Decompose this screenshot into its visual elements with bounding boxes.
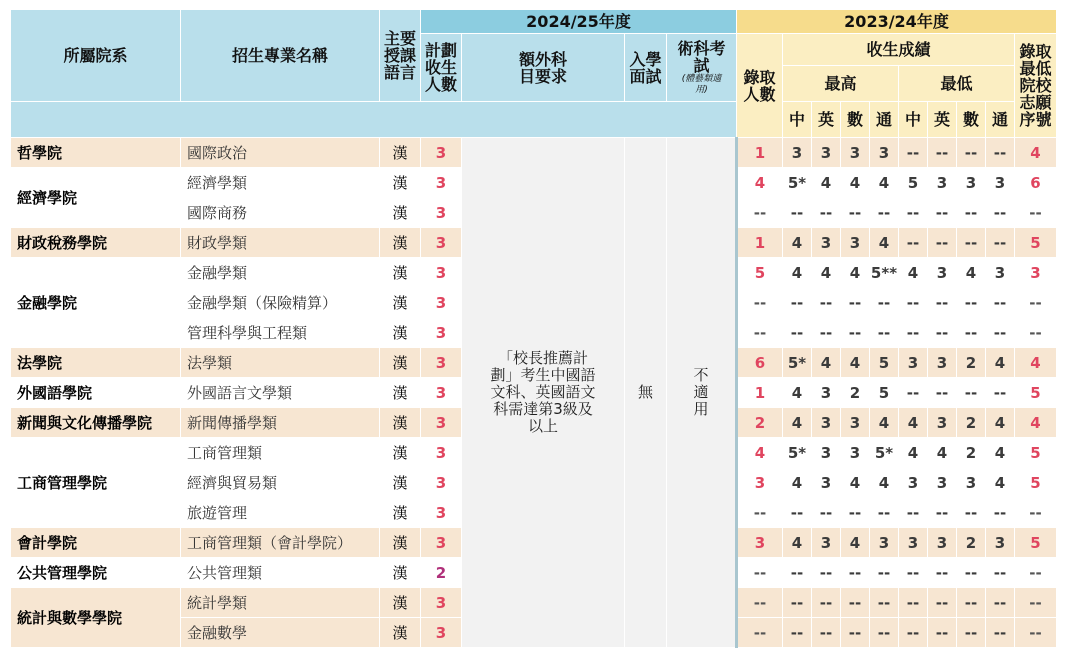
- program-cell: 工商管理類（會計學院）: [181, 528, 380, 558]
- score-low-cell: --: [986, 558, 1015, 588]
- score-low-cell: --: [899, 288, 928, 318]
- score-high-cell: --: [841, 318, 870, 348]
- score-high-cell: 4: [812, 348, 841, 378]
- score-low-cell: 4: [986, 438, 1015, 468]
- program-cell: 國際政治: [181, 138, 380, 168]
- score-low-cell: --: [928, 318, 957, 348]
- score-high-cell: 3: [812, 228, 841, 258]
- score-high-cell: 4: [783, 468, 812, 498]
- plan-cell: 3: [421, 138, 462, 168]
- score-high-cell: --: [841, 288, 870, 318]
- score-low-cell: --: [986, 198, 1015, 228]
- score-high-cell: --: [783, 288, 812, 318]
- score-low-cell: --: [986, 588, 1015, 618]
- plan-cell: 3: [421, 378, 462, 408]
- score-high-cell: 4: [783, 528, 812, 558]
- lang-cell: 漢: [380, 378, 421, 408]
- dept-cell: 金融學院: [11, 258, 181, 348]
- score-high-cell: --: [812, 288, 841, 318]
- admitted-cell: 4: [737, 438, 783, 468]
- score-low-cell: --: [928, 558, 957, 588]
- score-low-cell: --: [928, 378, 957, 408]
- plan-cell: 3: [421, 528, 462, 558]
- dept-cell: 新聞與文化傳播學院: [11, 408, 181, 438]
- min-rank-cell: 4: [1015, 348, 1057, 378]
- col-lang-header: 主要授課語言: [380, 10, 421, 102]
- col-interview-header: 入學面試: [625, 34, 667, 102]
- score-low-cell: --: [957, 138, 986, 168]
- score-low-cell: --: [957, 228, 986, 258]
- score-high-cell: --: [870, 618, 899, 648]
- score-low-cell: --: [986, 378, 1015, 408]
- score-low-cell: 3: [899, 348, 928, 378]
- program-cell: 旅遊管理: [181, 498, 380, 528]
- score-low-cell: --: [957, 558, 986, 588]
- score-low-cell: 3: [928, 348, 957, 378]
- score-low-cell: --: [928, 198, 957, 228]
- col-dept-header: 所屬院系: [11, 10, 181, 102]
- score-high-cell: 4: [841, 168, 870, 198]
- min-rank-cell: 6: [1015, 168, 1057, 198]
- score-low-cell: --: [899, 318, 928, 348]
- min-rank-cell: --: [1015, 288, 1057, 318]
- admitted-cell: --: [737, 318, 783, 348]
- col-min-rank-header: 錄取最低院校志願序號: [1015, 34, 1057, 138]
- score-low-cell: 3: [928, 468, 957, 498]
- lang-cell: 漢: [380, 468, 421, 498]
- score-low-cell: 3: [928, 168, 957, 198]
- lang-cell: 漢: [380, 168, 421, 198]
- score-low-cell: 3: [928, 408, 957, 438]
- score-low-cell: --: [899, 228, 928, 258]
- min-rank-cell: 5: [1015, 228, 1057, 258]
- scores-header: 收生成績: [783, 34, 1015, 66]
- score-high-cell: 4: [783, 258, 812, 288]
- score-high-cell: 4: [812, 258, 841, 288]
- score-low-cell: 3: [986, 168, 1015, 198]
- score-low-cell: 4: [899, 438, 928, 468]
- score-high-cell: --: [870, 588, 899, 618]
- score-high-cell: 3: [783, 138, 812, 168]
- hi-zh-header: 中: [783, 102, 812, 138]
- plan-cell: 3: [421, 228, 462, 258]
- admitted-cell: --: [737, 498, 783, 528]
- interview-cell: 無: [625, 138, 667, 648]
- program-cell: 經濟學類: [181, 168, 380, 198]
- admitted-cell: --: [737, 588, 783, 618]
- score-high-cell: 4: [783, 408, 812, 438]
- score-high-cell: --: [870, 318, 899, 348]
- score-low-cell: --: [986, 288, 1015, 318]
- score-low-cell: 4: [899, 258, 928, 288]
- plan-cell: 3: [421, 198, 462, 228]
- score-high-cell: 4: [812, 168, 841, 198]
- program-cell: 法學類: [181, 348, 380, 378]
- lang-cell: 漢: [380, 558, 421, 588]
- plan-cell: 2: [421, 558, 462, 588]
- score-low-cell: --: [986, 228, 1015, 258]
- score-high-cell: 3: [812, 408, 841, 438]
- score-high-cell: --: [841, 498, 870, 528]
- program-cell: 統計學類: [181, 588, 380, 618]
- score-low-cell: 4: [928, 438, 957, 468]
- score-high-cell: 5*: [783, 438, 812, 468]
- score-high-cell: 4: [841, 258, 870, 288]
- lo-math-header: 數: [957, 102, 986, 138]
- score-high-cell: 3: [812, 138, 841, 168]
- min-rank-cell: --: [1015, 558, 1057, 588]
- program-cell: 工商管理類: [181, 438, 380, 468]
- lang-cell: 漢: [380, 258, 421, 288]
- lang-cell: 漢: [380, 498, 421, 528]
- score-high-cell: 3: [870, 528, 899, 558]
- score-low-cell: --: [899, 558, 928, 588]
- score-high-cell: --: [783, 198, 812, 228]
- lo-gen-header: 通: [986, 102, 1015, 138]
- plan-cell: 3: [421, 318, 462, 348]
- lang-cell: 漢: [380, 618, 421, 648]
- art-exam-label: 術科考試: [677, 38, 726, 75]
- score-low-cell: --: [899, 198, 928, 228]
- score-high-cell: --: [870, 558, 899, 588]
- score-high-cell: 4: [870, 468, 899, 498]
- dept-cell: 公共管理學院: [11, 558, 181, 588]
- lo-en-header: 英: [928, 102, 957, 138]
- program-cell: 金融數學: [181, 618, 380, 648]
- score-high-cell: --: [841, 618, 870, 648]
- hi-gen-header: 通: [870, 102, 899, 138]
- score-high-cell: --: [841, 558, 870, 588]
- plan-cell: 3: [421, 288, 462, 318]
- plan-cell: 3: [421, 168, 462, 198]
- program-cell: 國際商務: [181, 198, 380, 228]
- score-high-cell: --: [812, 498, 841, 528]
- score-high-cell: --: [812, 588, 841, 618]
- score-high-cell: 5*: [783, 168, 812, 198]
- score-high-cell: 4: [783, 228, 812, 258]
- min-rank-cell: 5: [1015, 438, 1057, 468]
- score-low-cell: 2: [957, 408, 986, 438]
- plan-cell: 3: [421, 468, 462, 498]
- admitted-cell: --: [737, 618, 783, 648]
- score-high-cell: 3: [841, 138, 870, 168]
- score-high-cell: 3: [812, 528, 841, 558]
- score-low-cell: 3: [986, 528, 1015, 558]
- col-admitted-header: 錄取人數: [737, 34, 783, 138]
- min-rank-cell: 5: [1015, 378, 1057, 408]
- lowest-header: 最低: [899, 66, 1015, 102]
- min-rank-cell: --: [1015, 498, 1057, 528]
- score-high-cell: --: [870, 288, 899, 318]
- highest-header: 最高: [783, 66, 899, 102]
- score-low-cell: --: [957, 198, 986, 228]
- score-high-cell: 3: [841, 438, 870, 468]
- score-high-cell: 5: [870, 348, 899, 378]
- score-low-cell: 3: [928, 528, 957, 558]
- score-low-cell: --: [899, 498, 928, 528]
- score-high-cell: --: [812, 318, 841, 348]
- plan-cell: 3: [421, 498, 462, 528]
- score-high-cell: --: [812, 618, 841, 648]
- art-exam-note: (體藝類適用): [681, 73, 722, 95]
- dept-cell: 經濟學院: [11, 168, 181, 228]
- score-low-cell: 3: [957, 168, 986, 198]
- score-low-cell: --: [957, 618, 986, 648]
- score-high-cell: --: [783, 318, 812, 348]
- score-low-cell: --: [986, 318, 1015, 348]
- plan-cell: 3: [421, 348, 462, 378]
- score-high-cell: 4: [841, 468, 870, 498]
- footer-strip: [10, 654, 1074, 662]
- score-low-cell: 4: [899, 408, 928, 438]
- lang-cell: 漢: [380, 288, 421, 318]
- score-high-cell: --: [812, 558, 841, 588]
- admitted-cell: 4: [737, 168, 783, 198]
- score-low-cell: 3: [957, 468, 986, 498]
- dept-cell: 工商管理學院: [11, 438, 181, 528]
- program-cell: 金融學類: [181, 258, 380, 288]
- lo-zh-header: 中: [899, 102, 928, 138]
- score-low-cell: --: [957, 588, 986, 618]
- admitted-cell: 6: [737, 348, 783, 378]
- score-low-cell: --: [986, 618, 1015, 648]
- admitted-cell: --: [737, 288, 783, 318]
- admitted-cell: 1: [737, 138, 783, 168]
- score-high-cell: --: [841, 198, 870, 228]
- score-high-cell: 5*: [783, 348, 812, 378]
- score-low-cell: --: [957, 498, 986, 528]
- year-prev-header: 2023/24年度: [737, 10, 1057, 34]
- admitted-cell: 2: [737, 408, 783, 438]
- score-high-cell: 3: [841, 228, 870, 258]
- program-cell: 財政學類: [181, 228, 380, 258]
- score-high-cell: 2: [841, 378, 870, 408]
- lang-cell: 漢: [380, 318, 421, 348]
- score-high-cell: --: [841, 588, 870, 618]
- dept-cell: 外國語學院: [11, 378, 181, 408]
- score-low-cell: 4: [957, 258, 986, 288]
- score-high-cell: --: [812, 198, 841, 228]
- score-high-cell: 3: [812, 468, 841, 498]
- min-rank-cell: --: [1015, 198, 1057, 228]
- score-low-cell: 4: [986, 348, 1015, 378]
- score-high-cell: 3: [870, 138, 899, 168]
- score-high-cell: 3: [841, 408, 870, 438]
- plan-cell: 3: [421, 438, 462, 468]
- score-low-cell: 3: [986, 258, 1015, 288]
- score-low-cell: 3: [928, 258, 957, 288]
- score-high-cell: 3: [812, 438, 841, 468]
- score-high-cell: 4: [870, 228, 899, 258]
- lang-cell: 漢: [380, 228, 421, 258]
- score-low-cell: --: [928, 498, 957, 528]
- score-low-cell: 4: [986, 468, 1015, 498]
- score-high-cell: --: [870, 498, 899, 528]
- program-cell: 管理科學與工程類: [181, 318, 380, 348]
- dept-cell: 法學院: [11, 348, 181, 378]
- admitted-cell: 1: [737, 228, 783, 258]
- score-low-cell: 5: [899, 168, 928, 198]
- score-high-cell: --: [783, 618, 812, 648]
- score-low-cell: 3: [899, 468, 928, 498]
- hi-math-header: 數: [841, 102, 870, 138]
- score-low-cell: --: [899, 378, 928, 408]
- score-high-cell: --: [783, 588, 812, 618]
- score-high-cell: --: [783, 558, 812, 588]
- lang-cell: 漢: [380, 198, 421, 228]
- score-high-cell: --: [870, 198, 899, 228]
- score-low-cell: --: [899, 138, 928, 168]
- score-low-cell: --: [899, 618, 928, 648]
- score-low-cell: 2: [957, 348, 986, 378]
- score-low-cell: 2: [957, 438, 986, 468]
- score-high-cell: 4: [870, 168, 899, 198]
- min-rank-cell: 4: [1015, 408, 1057, 438]
- header-spacer: [11, 102, 737, 138]
- score-low-cell: --: [928, 588, 957, 618]
- col-extra-header: 額外科目要求: [462, 34, 625, 102]
- score-high-cell: 4: [783, 378, 812, 408]
- min-rank-cell: 4: [1015, 138, 1057, 168]
- col-art-exam-header: [667, 34, 737, 102]
- score-high-cell: 5: [870, 378, 899, 408]
- admission-table: [10, 9, 1057, 648]
- admitted-cell: --: [737, 558, 783, 588]
- min-rank-cell: --: [1015, 618, 1057, 648]
- admitted-cell: 1: [737, 378, 783, 408]
- score-low-cell: --: [957, 318, 986, 348]
- program-cell: 新聞傳播學類: [181, 408, 380, 438]
- table-row: [11, 138, 1057, 168]
- admitted-cell: 3: [737, 468, 783, 498]
- dept-cell: 會計學院: [11, 528, 181, 558]
- lang-cell: 漢: [380, 138, 421, 168]
- score-high-cell: 5**: [870, 258, 899, 288]
- score-low-cell: --: [928, 228, 957, 258]
- score-high-cell: --: [783, 498, 812, 528]
- dept-cell: 財政稅務學院: [11, 228, 181, 258]
- score-low-cell: --: [957, 378, 986, 408]
- score-high-cell: 4: [870, 408, 899, 438]
- min-rank-cell: --: [1015, 588, 1057, 618]
- score-low-cell: --: [986, 138, 1015, 168]
- dept-cell: 哲學院: [11, 138, 181, 168]
- lang-cell: 漢: [380, 408, 421, 438]
- admitted-cell: 5: [737, 258, 783, 288]
- score-low-cell: --: [928, 138, 957, 168]
- plan-cell: 3: [421, 258, 462, 288]
- table-body: [11, 138, 1057, 648]
- hi-en-header: 英: [812, 102, 841, 138]
- year-current-header: 2024/25年度: [421, 10, 737, 34]
- col-program-header: 招生專業名稱: [181, 10, 380, 102]
- dept-cell: 統計與數學學院: [11, 588, 181, 648]
- score-high-cell: 5*: [870, 438, 899, 468]
- lang-cell: 漢: [380, 438, 421, 468]
- program-cell: 經濟與貿易類: [181, 468, 380, 498]
- program-cell: 金融學類（保險精算）: [181, 288, 380, 318]
- plan-cell: 3: [421, 408, 462, 438]
- admitted-cell: 3: [737, 528, 783, 558]
- score-low-cell: 4: [986, 408, 1015, 438]
- extra-requirement-cell: 「校長推薦計劃」考生中國語文科、英國語文科需達第3級及以上: [462, 138, 625, 648]
- lang-cell: 漢: [380, 528, 421, 558]
- min-rank-cell: 5: [1015, 528, 1057, 558]
- program-cell: 公共管理類: [181, 558, 380, 588]
- min-rank-cell: --: [1015, 318, 1057, 348]
- min-rank-cell: 3: [1015, 258, 1057, 288]
- score-low-cell: 2: [957, 528, 986, 558]
- score-low-cell: --: [957, 288, 986, 318]
- score-low-cell: 3: [899, 528, 928, 558]
- plan-cell: 3: [421, 588, 462, 618]
- art-exam-cell: 不適用: [667, 138, 737, 648]
- min-rank-cell: 5: [1015, 468, 1057, 498]
- score-low-cell: --: [928, 618, 957, 648]
- admitted-cell: --: [737, 198, 783, 228]
- score-low-cell: --: [986, 498, 1015, 528]
- score-high-cell: 4: [841, 528, 870, 558]
- score-high-cell: 4: [841, 348, 870, 378]
- program-cell: 外國語言文學類: [181, 378, 380, 408]
- score-low-cell: --: [899, 588, 928, 618]
- score-low-cell: --: [928, 288, 957, 318]
- admission-table-container: [10, 9, 1057, 648]
- plan-cell: 3: [421, 618, 462, 648]
- col-plan-header: 計劃收生人數: [421, 34, 462, 102]
- lang-cell: 漢: [380, 348, 421, 378]
- score-high-cell: 3: [812, 378, 841, 408]
- lang-cell: 漢: [380, 588, 421, 618]
